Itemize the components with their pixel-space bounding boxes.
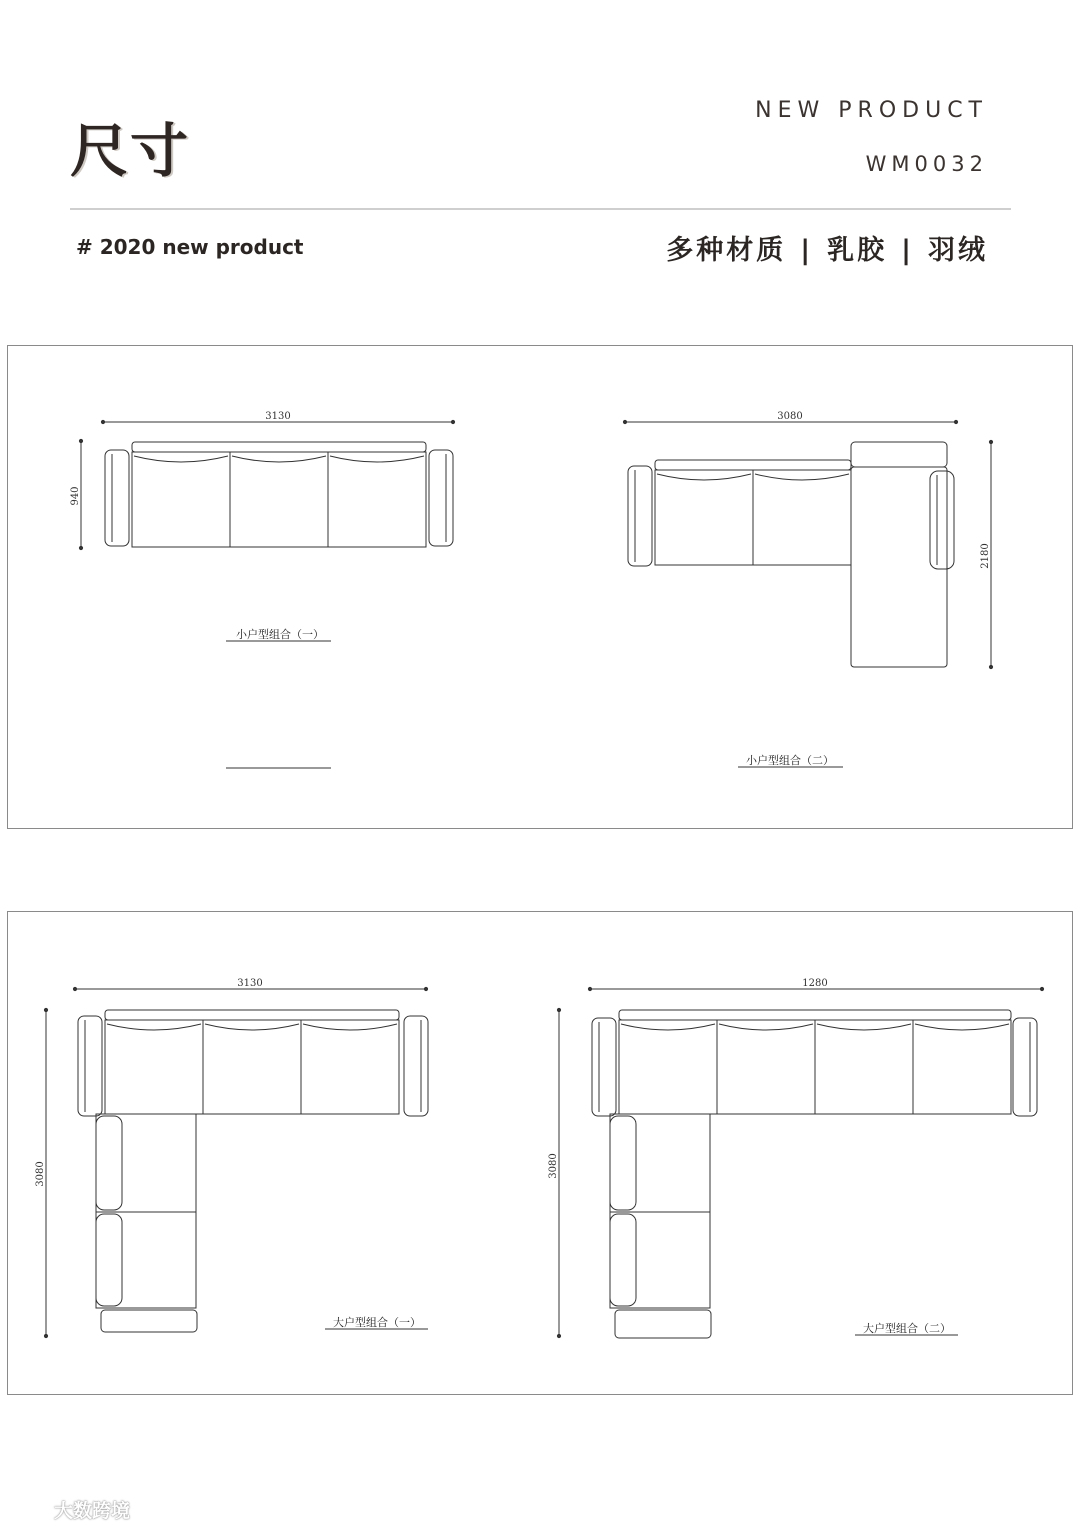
caption-large-2: 大户型组合（二） <box>863 1322 951 1335</box>
small-layouts-panel <box>7 345 1073 829</box>
dim-depth-large-1: 3080 <box>35 1161 46 1187</box>
separator-2: | <box>901 235 914 266</box>
separator-1: | <box>800 235 814 266</box>
large-layouts-panel <box>7 911 1073 1395</box>
material-3: 羽绒 <box>928 235 988 266</box>
dim-depth-small-1: 940 <box>70 486 81 506</box>
page-title: 尺寸 <box>70 117 191 185</box>
large-layouts-drawing <box>8 912 1074 1396</box>
dim-depth-large-2: 3080 <box>548 1153 559 1179</box>
watermark-logo-icon <box>8 1499 48 1521</box>
material-2: 乳胶 <box>827 235 888 266</box>
layout-large-2 <box>548 978 1044 1338</box>
dim-width-small-1: 3130 <box>265 411 291 422</box>
watermark-text: 大数跨境 <box>54 1500 131 1522</box>
dim-width-small-2: 3080 <box>777 411 803 422</box>
product-code: WM0032 <box>865 152 988 176</box>
caption-small-1: 小户型组合（一） <box>236 628 324 641</box>
small-layouts-drawing <box>8 346 1074 830</box>
dim-width-large-1: 3130 <box>237 978 263 989</box>
layout-small-2 <box>623 411 992 767</box>
dim-width-large-2: 1280 <box>802 978 828 989</box>
layout-large-1 <box>35 978 428 1338</box>
tagline: # 2020 new product <box>76 235 304 259</box>
header-divider <box>70 208 1011 210</box>
caption-large-1: 大户型组合（一） <box>333 1316 421 1329</box>
material-1: 多种材质 <box>666 235 787 266</box>
materials-line <box>666 228 988 267</box>
watermark <box>8 1496 130 1523</box>
caption-small-2: 小户型组合（二） <box>746 754 834 767</box>
dim-depth-small-2: 2180 <box>980 543 991 569</box>
new-product-label: NEW PRODUCT <box>755 98 988 123</box>
layout-small-1 <box>70 411 455 768</box>
